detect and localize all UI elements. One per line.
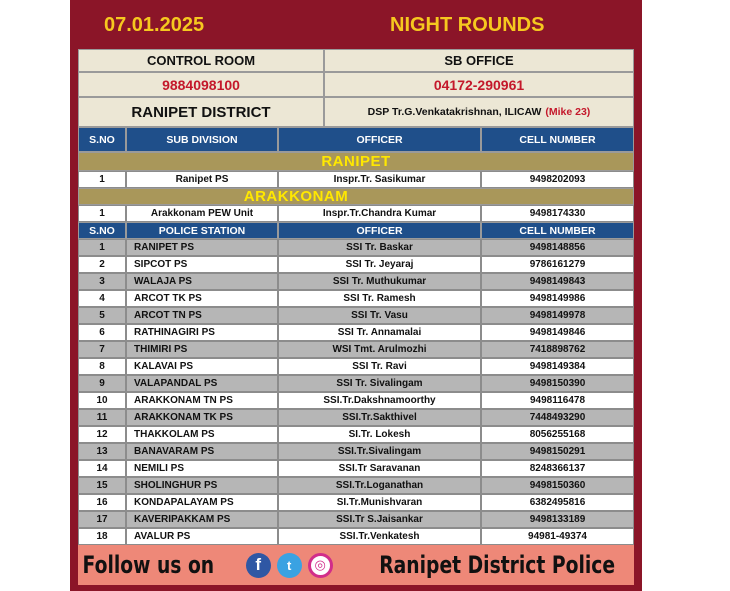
sub-header-officer: OFFICER (278, 127, 481, 152)
table-row (78, 273, 634, 290)
row-station: THIMIRI PS (126, 341, 278, 358)
row-officer: Inspr.Tr. Sasikumar (278, 171, 481, 188)
row-officer: SSI Tr. Vasu (278, 307, 481, 324)
row-cell: 6382495816 (481, 494, 634, 511)
row-unit: Arakkonam PEW Unit (126, 205, 278, 222)
row-sno: 6 (78, 324, 126, 341)
row-sno: 17 (78, 511, 126, 528)
footer-banner (78, 545, 634, 585)
row-officer: SSI.Tr.Sakthivel (278, 409, 481, 426)
row-station: ARCOT TN PS (126, 307, 278, 324)
row-cell: 7448493290 (481, 409, 634, 426)
row-sno: 5 (78, 307, 126, 324)
table-row (78, 375, 634, 392)
row-cell: 9498116478 (481, 392, 634, 409)
table-row (78, 409, 634, 426)
dsp-mike: (Mike 23) (545, 106, 591, 118)
row-sno: 3 (78, 273, 126, 290)
row-sno: 13 (78, 443, 126, 460)
table-row (78, 171, 634, 188)
section-arakkonam-label: ARAKKONAM (243, 188, 349, 205)
row-station: BANAVARAM PS (126, 443, 278, 460)
row-station: KONDAPALAYAM PS (126, 494, 278, 511)
row-officer: SSI.Tr.Sivalingam (278, 443, 481, 460)
row-cell: 9498150291 (481, 443, 634, 460)
table-row (78, 358, 634, 375)
date: 07.01.2025 (104, 14, 205, 36)
sub-header-cell: CELL NUMBER (481, 127, 634, 152)
row-officer: WSI Tmt. Arulmozhi (278, 341, 481, 358)
row-officer: SI.Tr. Lokesh (278, 426, 481, 443)
table-row (78, 205, 634, 222)
station-header-sno: S.NO (78, 222, 126, 239)
night-rounds-sheet (78, 0, 634, 591)
sb-office-label: SB OFFICE (324, 49, 634, 72)
facebook-icon[interactable]: f (246, 553, 271, 578)
row-sno: 15 (78, 477, 126, 494)
row-officer: SSI Tr. Ramesh (278, 290, 481, 307)
social-icons (243, 553, 336, 578)
row-cell: 9498174330 (481, 205, 634, 222)
row-officer: SSI.Tr.Venkatesh (278, 528, 481, 545)
row-sno: 1 (78, 239, 126, 256)
row-cell: 9786161279 (481, 256, 634, 273)
row-cell: 9498148856 (481, 239, 634, 256)
row-cell: 9498149384 (481, 358, 634, 375)
row-station: KALAVAI PS (126, 358, 278, 375)
table-row (78, 307, 634, 324)
dsp-name: DSP Tr.G.Venkatakrishnan, ILICAW (367, 106, 542, 118)
table-row (78, 443, 634, 460)
row-sno: 1 (78, 205, 126, 222)
row-cell: 8056255168 (481, 426, 634, 443)
row-station: AVALUR PS (126, 528, 278, 545)
table-row (78, 290, 634, 307)
row-sno: 11 (78, 409, 126, 426)
table-row (78, 511, 634, 528)
row-officer: SSI.Tr.Loganathan (278, 477, 481, 494)
sub-header-sno: S.NO (78, 127, 126, 152)
row-cell: 9498150360 (481, 477, 634, 494)
row-sno: 7 (78, 341, 126, 358)
table-row (78, 341, 634, 358)
row-cell: 94981-49374 (481, 528, 634, 545)
row-officer: SSI Tr. Annamalai (278, 324, 481, 341)
row-sno: 18 (78, 528, 126, 545)
follow-text: Follow us on (82, 551, 215, 579)
row-station: THAKKOLAM PS (126, 426, 278, 443)
section-ranipet: RANIPET (78, 152, 634, 171)
table-row (78, 239, 634, 256)
row-cell: 9498149846 (481, 324, 634, 341)
row-cell: 9498150390 (481, 375, 634, 392)
row-cell: 7418898762 (481, 341, 634, 358)
row-officer: SI.Tr.Munishvaran (278, 494, 481, 511)
table-row (78, 528, 634, 545)
row-officer: SSI.Tr S.Jaisankar (278, 511, 481, 528)
station-header-cell: CELL NUMBER (481, 222, 634, 239)
station-header-station: POLICE STATION (126, 222, 278, 239)
twitter-icon[interactable]: t (277, 553, 302, 578)
row-station: ARAKKONAM TN PS (126, 392, 278, 409)
row-station: SIPCOT PS (126, 256, 278, 273)
row-sno: 4 (78, 290, 126, 307)
row-sno: 1 (78, 171, 126, 188)
instagram-icon[interactable]: ◎ (308, 553, 333, 578)
table-row (78, 494, 634, 511)
row-sno: 14 (78, 460, 126, 477)
sub-header-subdivision: SUB DIVISION (126, 127, 278, 152)
row-station: WALAJA PS (126, 273, 278, 290)
table-row (78, 324, 634, 341)
district-name: RANIPET DISTRICT (78, 97, 324, 127)
row-officer: SSI Tr. Sivalingam (278, 375, 481, 392)
row-station: NEMILI PS (126, 460, 278, 477)
row-cell: 8248366137 (481, 460, 634, 477)
title-bar (78, 0, 634, 49)
row-cell: 9498202093 (481, 171, 634, 188)
row-sno: 2 (78, 256, 126, 273)
row-officer: SSI.Tr.Dakshnamoorthy (278, 392, 481, 409)
row-station: RATHINAGIRI PS (126, 324, 278, 341)
table-row (78, 426, 634, 443)
row-officer: SSI Tr. Jeyaraj (278, 256, 481, 273)
row-station: ARCOT TK PS (126, 290, 278, 307)
org-name: Ranipet District Police (378, 551, 615, 579)
control-room-label: CONTROL ROOM (78, 49, 324, 72)
row-unit: Ranipet PS (126, 171, 278, 188)
station-header-officer: OFFICER (278, 222, 481, 239)
row-station: RANIPET PS (126, 239, 278, 256)
row-cell: 9498149986 (481, 290, 634, 307)
page-title: NIGHT ROUNDS (390, 14, 545, 36)
row-officer: SSI.Tr Saravanan (278, 460, 481, 477)
row-sno: 9 (78, 375, 126, 392)
row-sno: 8 (78, 358, 126, 375)
table-row (78, 392, 634, 409)
row-station: VALAPANDAL PS (126, 375, 278, 392)
control-room-number: 9884098100 (78, 72, 324, 97)
row-officer: SSI Tr. Ravi (278, 358, 481, 375)
row-sno: 16 (78, 494, 126, 511)
row-officer: SSI Tr. Baskar (278, 239, 481, 256)
section-arakkonam (78, 188, 634, 205)
row-sno: 10 (78, 392, 126, 409)
row-station: SHOLINGHUR PS (126, 477, 278, 494)
sb-office-number: 04172-290961 (324, 72, 634, 97)
row-cell: 9498133189 (481, 511, 634, 528)
row-officer: Inspr.Tr.Chandra Kumar (278, 205, 481, 222)
row-officer: SSI Tr. Muthukumar (278, 273, 481, 290)
row-station: KAVERIPAKKAM PS (126, 511, 278, 528)
row-station: ARAKKONAM TK PS (126, 409, 278, 426)
row-cell: 9498149978 (481, 307, 634, 324)
row-sno: 12 (78, 426, 126, 443)
table-row (78, 477, 634, 494)
table-row (78, 256, 634, 273)
row-cell: 9498149843 (481, 273, 634, 290)
dsp-info (324, 97, 634, 127)
table-row (78, 460, 634, 477)
